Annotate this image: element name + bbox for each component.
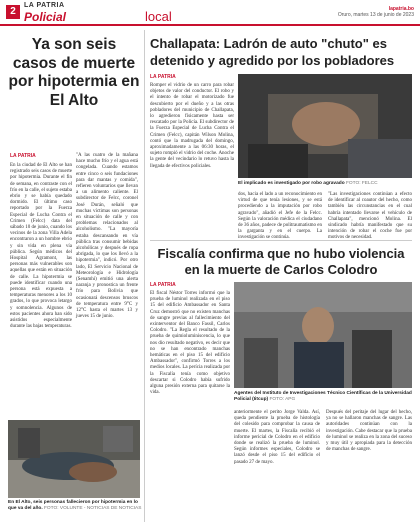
left-body-col-1: En la ciudad de El Alto se han registrado seis casos de muerte por hipotermia. Durante el fin de semana, en contraste con el frío en la calle, el sujeto estaba ebrio y se había quedado dormido. El último caso reportado por la Fuerza Especial de Lucha Contra el Crimen (Felcc) data del sábado 10 de junio, cuando los vecinos de la zona Villa Adela encontraron a un hombre ebrio y sin vida en plena vía pública. Según médicos del Hospital Agramont, las personas más vulnerables son aquellas que están en situación de calle. La hipotermia se puede identificar cuando una persona está expuesta a temperaturas menores a los 10 grados, lo que provoca letargo y somnolencia. Algunos de estos pacientes ahora han sido asistidos especialmente durante las bajas temperaturas. xyxy=(10,163,72,330)
left-kicker: LA PATRIA xyxy=(10,153,36,159)
top-body-col-2: dos, hacia el lado a un reconocimiento en virtud de que tenía lesiones, y se está procediendo a la imputación por robo agravado", añadió el Jefe de la Felcc. Según la valoración médica el ciudadano de 36 años, padece de politraumatismo en la garganta y en el cuerpo. La investigación se continúa. xyxy=(238,192,322,241)
top-kicker: LA PATRIA xyxy=(150,74,176,80)
left-photo xyxy=(8,420,140,498)
left-caption-text: En El Alto, seis personas fallecieron por hipotermia en lo que va del año. xyxy=(8,500,138,511)
site-name: lapatria.bo xyxy=(388,6,414,12)
left-body-col-2: "A las cuatro de la mañana hace mucho frío y el agua está congelada. Cuando estamos entre cinco o seis fundaciones para dar mantas y comida", refieren voluntarios que llevan a un alimento caliente. El subdirector de Felcc, coronel José Durán, señaló que muchas víctimas son personas en situación de calle y con problemas relacionados al alcoholismo. "La mayoría estaba descansando en vía pública tras consumir bebidas alcohólicas y después de ropa abrigada, lo que los llevó a la hipotermia", indicó. Por otro lado, El Servicio Nacional de Meteorología e Hidrología (Senamhi) emitió una alerta naranja y pronostica un frente frío para Bolivia que ocasionará descensos bruscos de temperatura entre 9°C y 12°C hasta el martes 13 y jueves 15 de junio. xyxy=(76,153,138,320)
left-caption-credit: FOTO: VOLUNTE - NOTICIAS DE NOTICIAS xyxy=(44,506,142,511)
top-caption xyxy=(238,181,412,187)
bottom-caption xyxy=(234,391,412,403)
bottom-headline: Fiscalía confirma que no hubo violencia en la muerte de Carlos Colodro xyxy=(157,246,405,277)
top-body-col-1: Romper el vidrio de un carro para robar objetos de valor del conductor. El robo y el intento de robar el motorizado fue descubierto por el dueño y a las otras pobladores del municipio de Challapata, lo agredieron físicamente hasta ser rescatado por la Policía. El subdirector de la Fuerza Especial de Lucha Contra el Crimen (Felcc), capitán Wilson Molina, contó que la madrugada del domingo, aproximadamente a las 06:30 horas, el sujeto rompió el vidrio del coche. Anoche la gente del vecindario lo retuvo hasta la llegada de efectivos policiales. xyxy=(150,83,234,169)
column-divider xyxy=(144,30,145,522)
left-caption xyxy=(8,500,142,512)
left-headline: Ya son seis casos de muerte por hipotermia en El Alto xyxy=(8,36,140,109)
bottom-body-col-2: anteriormente el perito Jorge Valda. Así, queda pendiente la prueba de histología del colesido para comprobar la causa de muerte. El martes, la Fiscalía recibió el informe pericial de Colodro en el edificio donde se realizó la prueba de luminol. Según informes especiales, Colodro se lanzó desde el piso 15 del edificio el pasado 27 de mayo. xyxy=(234,410,320,465)
bottom-kicker: LA PATRIA xyxy=(150,282,176,288)
dateline xyxy=(338,6,414,18)
masthead xyxy=(0,0,420,26)
section-divider xyxy=(150,240,412,241)
brand-logo: LA PATRIA xyxy=(24,2,65,9)
top-caption-credit: FOTO: FELCC xyxy=(345,181,378,186)
top-body-col-3: "Las investigaciones continúan a efecto de identificar al coautor del hecho, como también las circunstancias en el cual habría intentado llevarse el vehículo de Challapata", mencionó Molina. El sindicado habría manifestado que su intención de robar el coche fue por motivos de necesidad. xyxy=(328,192,412,241)
section-title: Policial xyxy=(24,10,67,24)
bottom-body-col-1: El fiscal Néstor Torres informó que la prueba de luminol realizada en el piso 15 del edificio Ambassador en Santa Cruz demostró que no existen manchas de sangre previas al fallecimiento del exinterventor del Banco Fassil, Carlos Colodro. "La Regla el resultado de la prueba de quimioluminiscencia, lo que nos dio resultado negativo, es decir que no se han encontrado manchas hemáticas en el piso 15 del edificio Ambassador", confirmó Torres a los medios locales. La perícia realizada por la Fiscalía tenía como objetivo descartar si Colodro había sufrido alguna presión externa para quitarse la vida. xyxy=(150,291,230,396)
page-number: 2 xyxy=(6,5,20,19)
bottom-caption-credit: FOTO: APG xyxy=(269,397,296,402)
top-caption-text: El implicado es investigado por robo agravado xyxy=(238,181,345,186)
top-photo xyxy=(238,74,412,178)
bottom-caption-text: Agentes del Instituto de Investigaciones Técnico Científicas de la Universidad Policial (Iitcup) xyxy=(234,391,412,402)
top-headline: Challapata: Ladrón de auto "chuto" es detenido y agredido por los pobladores xyxy=(150,36,395,68)
bottom-body-col-3: Después del peritaje del lugar del hecho, ya no se hallaron manchas de sangre. Las autoridades continúan con la investigación. Cabe destacar que la prueba de luminol se realiza en la zona del suceso y muy útil y apropiada para la detección de manchas de sangre. xyxy=(326,410,412,453)
issue-date: Oruro, martes 13 de junio de 2023 xyxy=(337,12,414,18)
section-label: local xyxy=(145,9,172,24)
bottom-photo xyxy=(234,282,412,388)
